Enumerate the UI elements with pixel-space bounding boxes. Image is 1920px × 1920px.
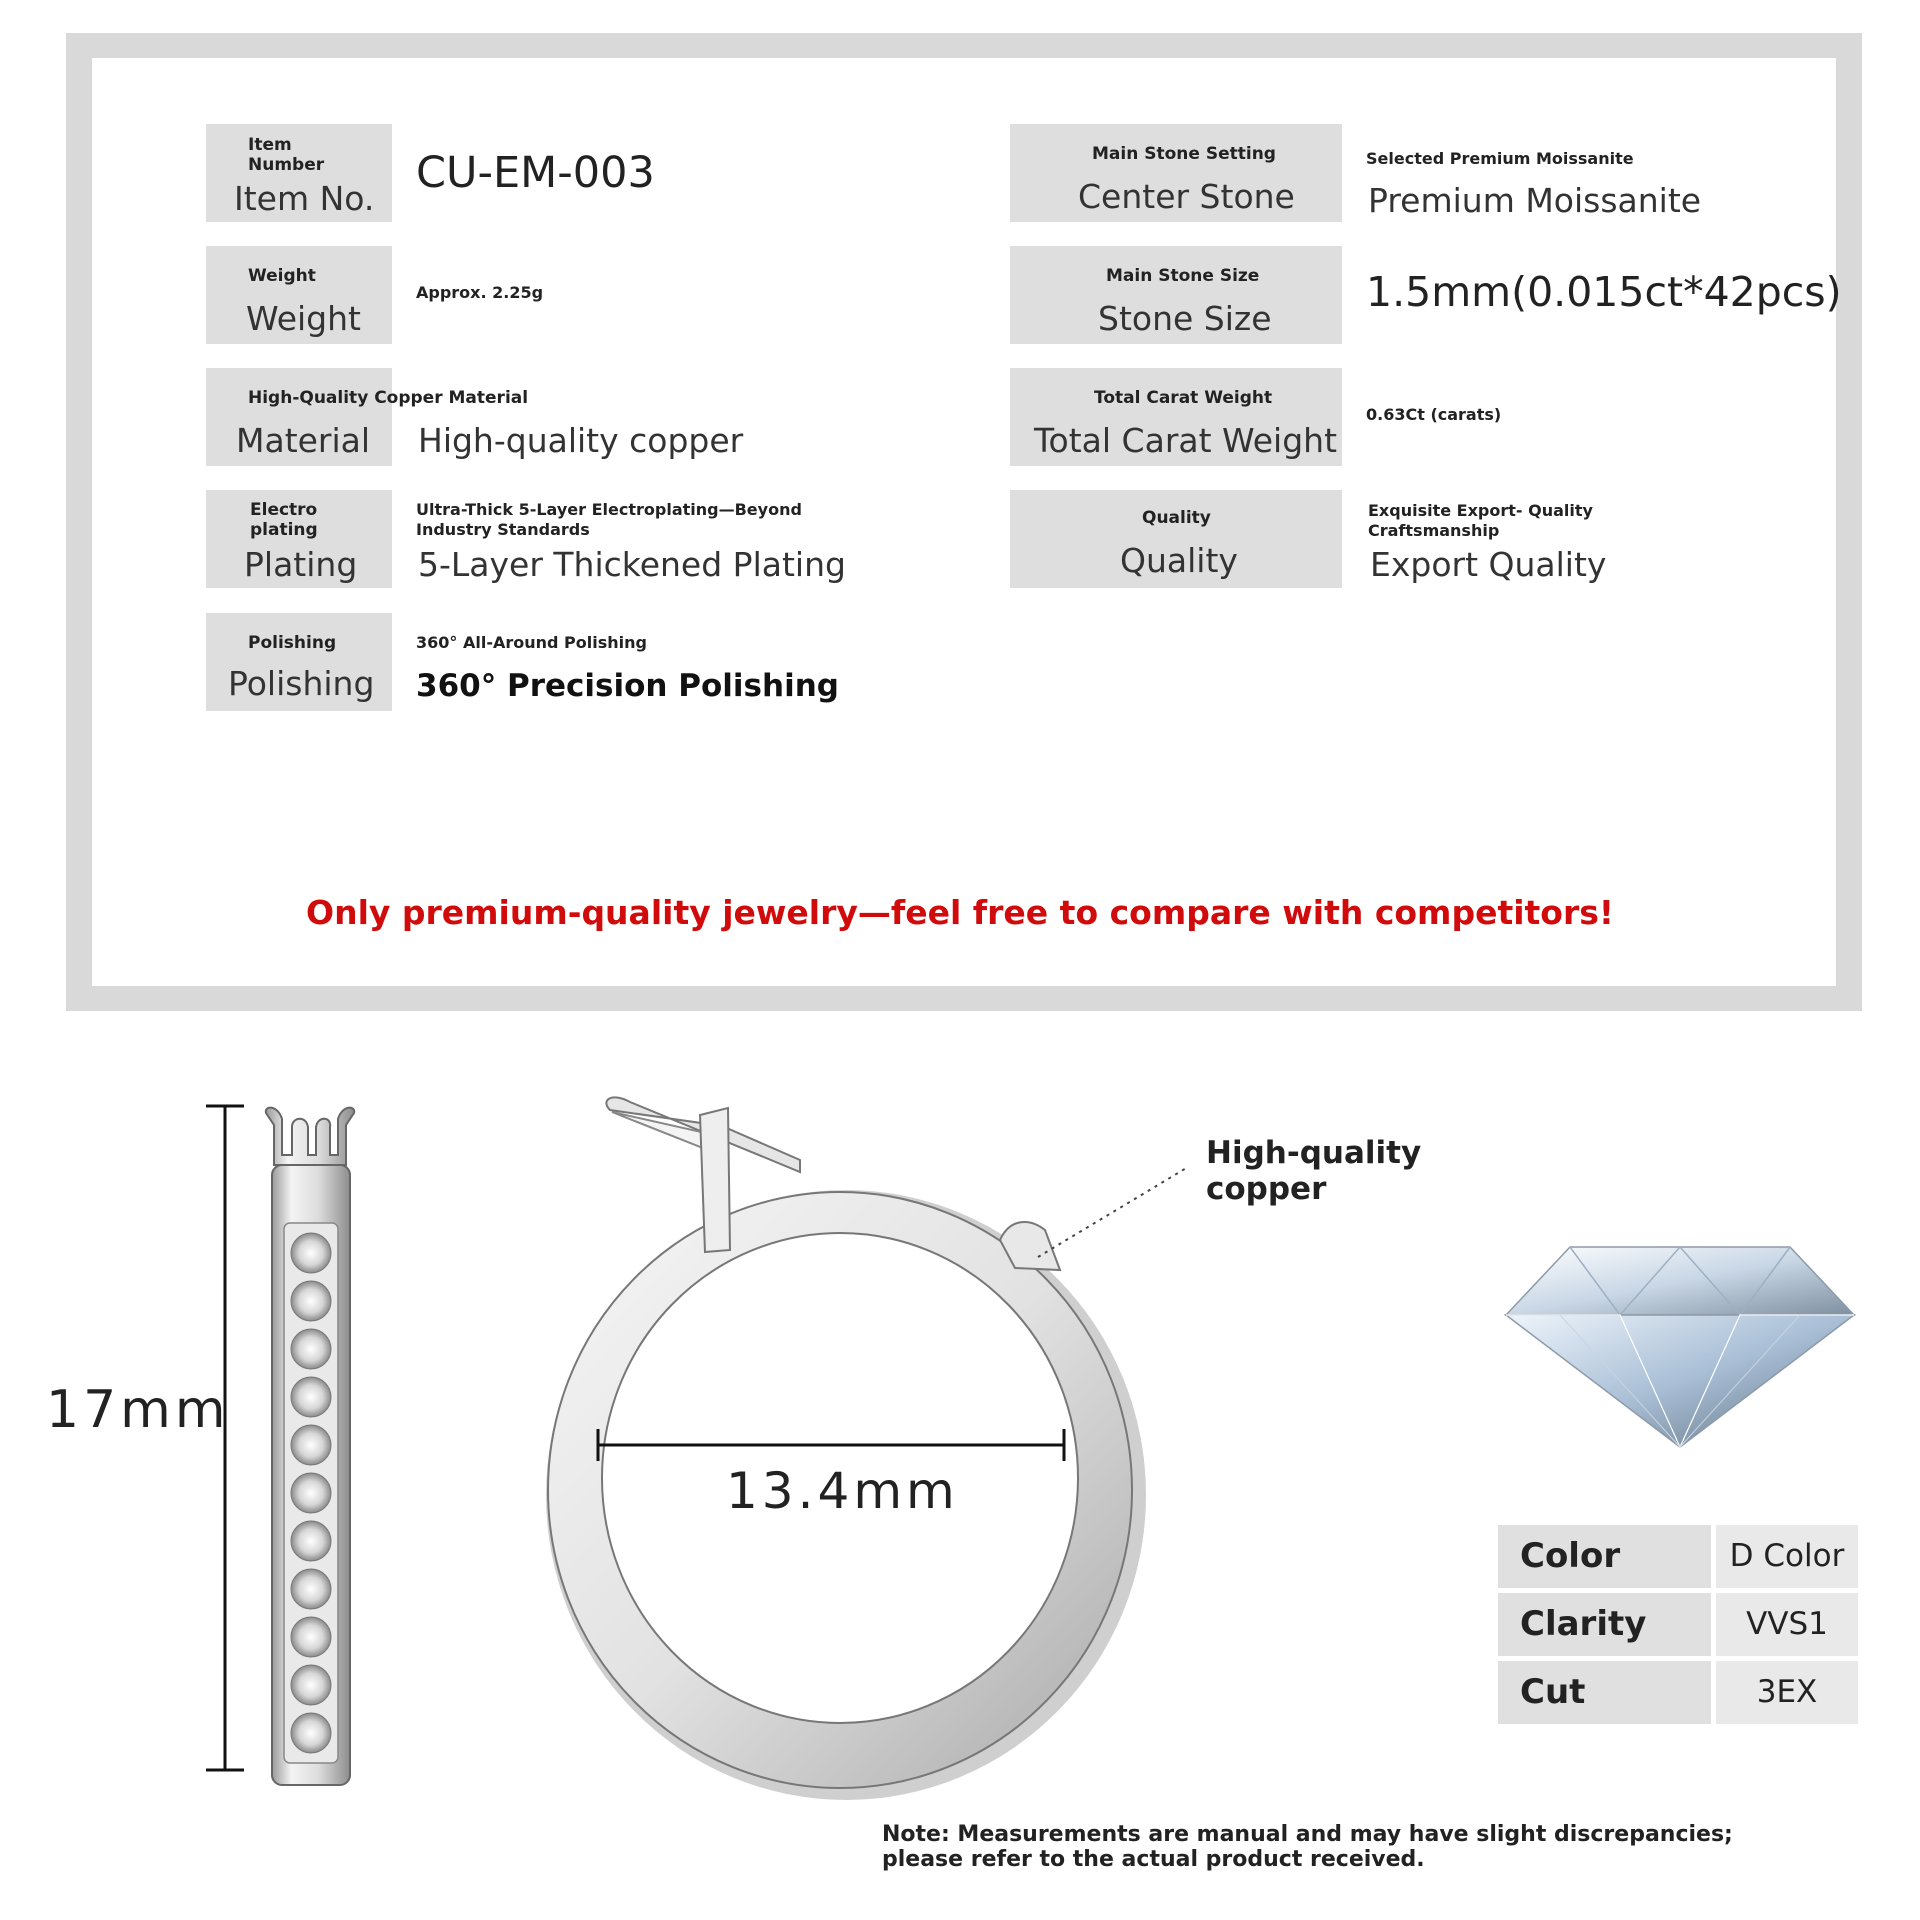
spec-value: 5-Layer Thickened Plating xyxy=(418,545,846,584)
spec-label: Material xyxy=(236,421,371,460)
spec-value-small: 360° All-Around Polishing xyxy=(416,633,647,652)
spec-label: Quality xyxy=(1120,541,1238,580)
spec-label-box xyxy=(1010,124,1342,222)
height-dimension-label: 17mm xyxy=(46,1380,230,1440)
grade-value: VVS1 xyxy=(1716,1593,1858,1656)
stone-gem xyxy=(291,1617,331,1657)
spec-label-box xyxy=(206,246,392,344)
callout-leader-line xyxy=(1038,1165,1198,1265)
grade-key: Clarity xyxy=(1498,1593,1711,1656)
spec-label: Weight xyxy=(246,299,361,338)
spec-value: Premium Moissanite xyxy=(1368,181,1702,220)
spec-value: 1.5mm(0.015ct*42pcs) xyxy=(1366,268,1842,316)
spec-value-small: Approx. 2.25g xyxy=(416,283,544,302)
spec-value: Export Quality xyxy=(1370,545,1607,584)
spec-label-small: Main Stone Size xyxy=(1106,266,1260,286)
grade-value: 3EX xyxy=(1716,1661,1858,1724)
spec-label-small: Polishing xyxy=(248,633,337,653)
spec-label-box xyxy=(206,368,529,466)
grade-key: Color xyxy=(1498,1525,1711,1588)
spec-label: Total Carat Weight xyxy=(1034,421,1338,460)
grade-key: Cut xyxy=(1498,1661,1711,1724)
spec-value: CU-EM-003 xyxy=(416,148,655,198)
stone-gem xyxy=(291,1329,331,1369)
spec-label-box xyxy=(206,490,392,588)
stone-gem xyxy=(291,1425,331,1465)
spec-label: Plating xyxy=(244,545,358,584)
spec-label-box xyxy=(206,613,392,711)
spec-label-small: High-Quality Copper Material xyxy=(248,388,529,408)
spec-label-box xyxy=(206,124,392,222)
stone-gem xyxy=(291,1713,331,1753)
spec-label-box xyxy=(1010,490,1342,588)
spec-value: High-quality copper xyxy=(418,421,744,460)
spec-label-small: Item Number xyxy=(248,135,325,175)
moissanite-stone-image xyxy=(1500,1225,1860,1455)
material-callout: High-quality copper xyxy=(1206,1135,1422,1207)
earring-side-view xyxy=(258,1105,378,1795)
spec-value-small: Ultra-Thick 5-Layer Electroplating—Beyond Industry Standards xyxy=(416,500,802,539)
spec-label-small: Weight xyxy=(248,266,316,286)
spec-label: Center Stone xyxy=(1078,177,1295,216)
measurement-note: Note: Measurements are manual and may have slight discrepancies; please refer to the actual product received. xyxy=(882,1822,1733,1872)
spec-label-small: Main Stone Setting xyxy=(1092,144,1276,164)
stone-gem xyxy=(291,1233,331,1273)
stone-gem xyxy=(291,1569,331,1609)
spec-value-small: 0.63Ct (carats) xyxy=(1366,405,1502,424)
tagline: Only premium-quality jewelry—feel free to compare with competitors! xyxy=(306,893,1614,932)
spec-value-small: Exquisite Export- Quality Craftsmanship xyxy=(1368,501,1593,540)
stone-gem xyxy=(291,1521,331,1561)
spec-label-box xyxy=(1010,368,1342,466)
stone-gem xyxy=(291,1377,331,1417)
spec-label-box xyxy=(1010,246,1342,344)
spec-label-small: Quality xyxy=(1142,508,1211,528)
stone-gem xyxy=(291,1473,331,1513)
spec-label: Polishing xyxy=(228,664,375,703)
spec-label: Stone Size xyxy=(1098,299,1272,338)
diameter-dimension-label: 13.4mm xyxy=(726,1462,959,1520)
spec-value: 360° Precision Polishing xyxy=(416,668,839,704)
stone-gem xyxy=(291,1665,331,1705)
spec-label-small: Total Carat Weight xyxy=(1094,388,1273,408)
grade-value: D Color xyxy=(1716,1525,1858,1588)
spec-value-small: Selected Premium Moissanite xyxy=(1366,149,1634,168)
spec-label: Item No. xyxy=(234,179,375,218)
stone-gem xyxy=(291,1281,331,1321)
spec-label-small: Electro plating xyxy=(250,500,318,540)
height-dimension-line xyxy=(200,1100,250,1780)
diameter-dimension-line xyxy=(592,1425,1072,1465)
